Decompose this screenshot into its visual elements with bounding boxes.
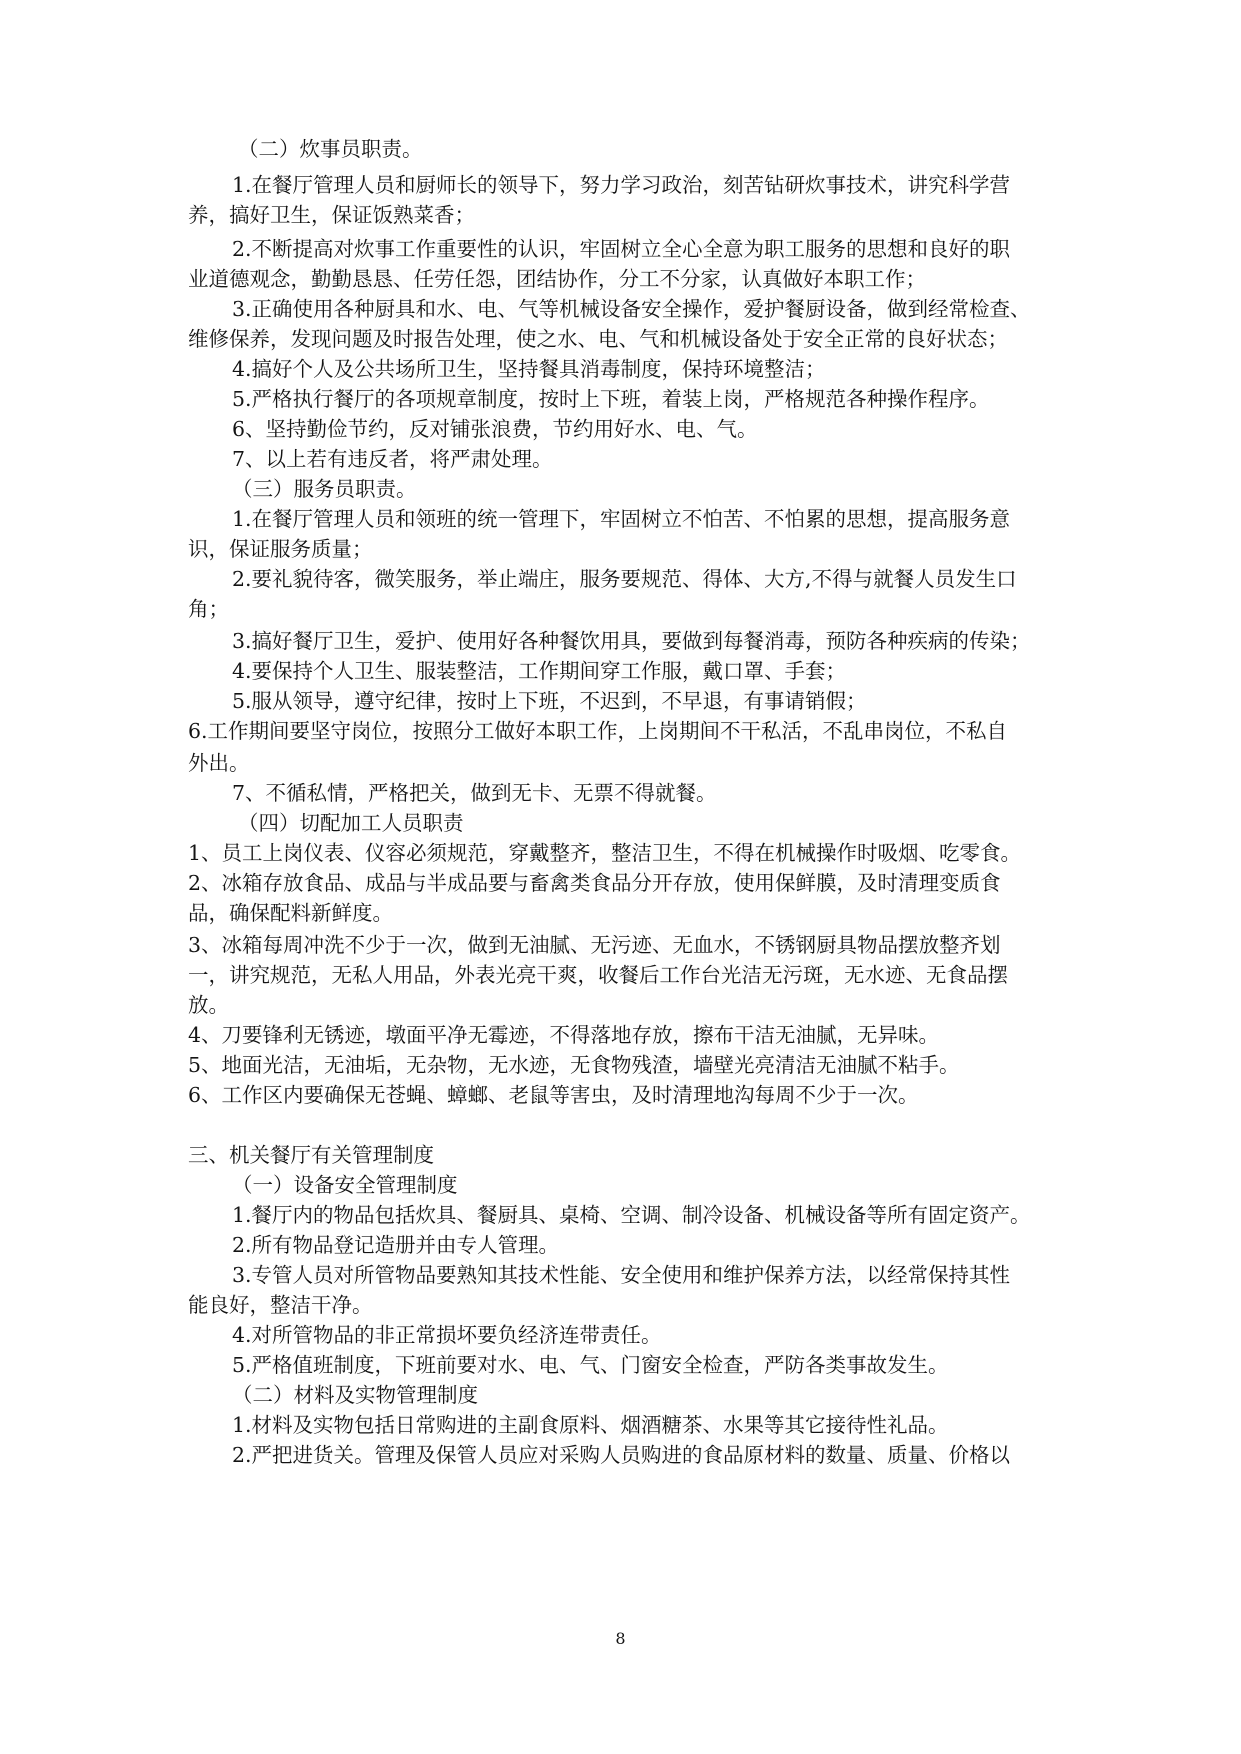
text-line: （四）切配加工人员职责 [238, 811, 464, 835]
text-line: 6.工作期间要坚守岗位，按照分工做好本职工作，上岗期间不干私活，不乱串岗位，不私自 [188, 719, 1008, 743]
text-line: 外出。 [188, 751, 250, 775]
text-line: 能良好，整洁干净。 [188, 1293, 373, 1317]
text-line: 6、工作区内要确保无苍蝇、蟑螂、老鼠等害虫，及时清理地沟每周不少于一次。 [188, 1083, 919, 1107]
text-line: 4、刀要锋利无锈迹，墩面平净无霉迹，不得落地存放，擦布干洁无油腻，无异味。 [188, 1023, 940, 1047]
text-line: 2.严把进货关。管理及保管人员应对采购人员购进的食品原材料的数量、质量、价格以 [232, 1443, 1011, 1467]
text-line: 放。 [188, 993, 229, 1017]
text-line: 3、冰箱每周冲洗不少于一次，做到无油腻、无污迹、无血水，不锈钢厨具物品摆放整齐划 [188, 933, 1001, 957]
text-line: 1.材料及实物包括日常购进的主副食原料、烟酒糖茶、水果等其它接待性礼品。 [232, 1413, 949, 1437]
text-line: 3.专管人员对所管物品要熟知其技术性能、安全使用和维护保养方法，以经常保持其性 [232, 1263, 1011, 1287]
text-line: 1.餐厅内的物品包括炊具、餐厨具、桌椅、空调、制冷设备、机械设备等所有固定资产。 [232, 1203, 1031, 1227]
text-line: 7、不循私情，严格把关，做到无卡、无票不得就餐。 [232, 781, 717, 805]
text-line: （三）服务员职责。 [232, 477, 417, 501]
text-line: 2.所有物品登记造册并由专人管理。 [232, 1233, 560, 1257]
text-line: 1.在餐厅管理人员和厨师长的领导下，努力学习政治，刻苦钻研炊事技术，讲究科学营 [232, 173, 1011, 197]
text-line: （二）材料及实物管理制度 [232, 1383, 478, 1407]
text-line: （一）设备安全管理制度 [232, 1173, 458, 1197]
text-line: 4.搞好个人及公共场所卫生，坚持餐具消毒制度，保持环境整洁； [232, 357, 826, 381]
text-line: 三、机关餐厅有关管理制度 [188, 1143, 434, 1167]
text-line: 3.正确使用各种厨具和水、电、气等机械设备安全操作，爱护餐厨设备，做到经常检查、 [232, 297, 1031, 321]
text-line: 维修保养，发现问题及时报告处理，使之水、电、气和机械设备处于安全正常的良好状态； [188, 327, 1008, 351]
text-line: 2、冰箱存放食品、成品与半成品要与畜禽类食品分开存放，使用保鲜膜，及时清理变质食 [188, 871, 1001, 895]
text-line: 角； [188, 597, 229, 621]
text-line: 7、以上若有违反者，将严肃处理。 [232, 447, 553, 471]
page-number: 8 [615, 1629, 626, 1648]
text-line: 1、员工上岗仪表、仪容必须规范，穿戴整齐，整洁卫生，不得在机械操作时吸烟、吃零食。 [188, 841, 1022, 865]
text-line: 1.在餐厅管理人员和领班的统一管理下，牢固树立不怕苦、不怕累的思想，提高服务意 [232, 507, 1011, 531]
text-line: 一，讲究规范，无私人用品，外表光亮干爽，收餐后工作台光洁无污斑，无水迹、无食品摆 [188, 963, 1008, 987]
text-line: 4.要保持个人卫生、服装整洁，工作期间穿工作服，戴口罩、手套； [232, 659, 847, 683]
text-line: 5.严格执行餐厅的各项规章制度，按时上下班，着装上岗，严格规范各种操作程序。 [232, 387, 990, 411]
text-line: 业道德观念，勤勤恳恳、任劳任怨，团结协作，分工不分家，认真做好本职工作； [188, 267, 926, 291]
text-line: 5.严格值班制度，下班前要对水、电、气、门窗安全检查，严防各类事故发生。 [232, 1353, 949, 1377]
text-line: 养，搞好卫生，保证饭熟菜香； [188, 203, 475, 227]
text-line: 6、坚持勤俭节约，反对铺张浪费，节约用好水、电、气。 [232, 417, 758, 441]
text-line: 2.要礼貌待客，微笑服务，举止端庄，服务要规范、得体、大方,不得与就餐人员发生口 [232, 567, 1017, 591]
text-line: 识，保证服务质量； [188, 537, 373, 561]
text-line: 品，确保配料新鲜度。 [188, 901, 393, 925]
text-line: 5、地面光洁，无油垢，无杂物，无水迹，无食物残渣，墙壁光亮清洁无油腻不粘手。 [188, 1053, 960, 1077]
text-line: 3.搞好餐厅卫生，爱护、使用好各种餐饮用具，要做到每餐消毒，预防各种疾病的传染； [232, 629, 1031, 653]
paragraph-gap [0, 1112, 10, 1122]
text-line: 4.对所管物品的非正常损坏要负经济连带责任。 [232, 1323, 662, 1347]
text-line: （二）炊事员职责。 [238, 137, 423, 161]
text-line: 5.服从领导，遵守纪律，按时上下班，不迟到，不早退，有事请销假； [232, 689, 867, 713]
text-line: 2.不断提高对炊事工作重要性的认识，牢固树立全心全意为职工服务的思想和良好的职 [232, 237, 1011, 261]
